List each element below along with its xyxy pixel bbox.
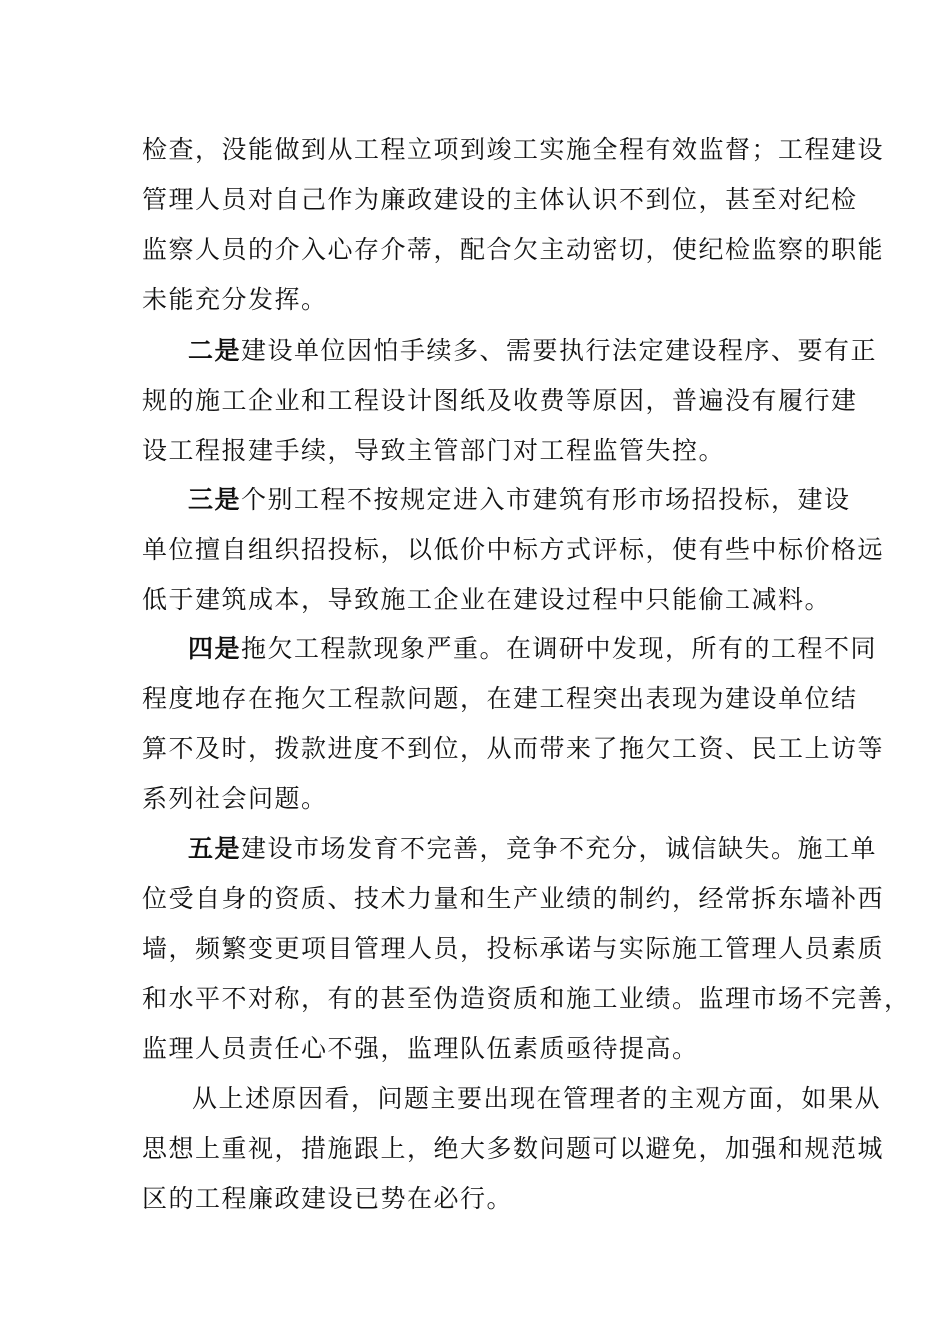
- paragraph-1-line-2: 管理人员对自己作为廉政建设的主体认识不到位，甚至对纪检: [142, 185, 858, 214]
- paragraph-1-line-1: 检查，没能做到从工程立项到竣工实施全程有效监督；工程建设: [142, 135, 885, 164]
- paragraph-4-line-1: [188, 634, 877, 664]
- paragraph-3-line-2: 单位擅自组织招投标，以低价中标方式评标，使有些中标价格远: [142, 535, 885, 564]
- paragraph-6-line-2: 思想上重视，措施跟上，绝大多数问题可以避免，加强和规范城: [142, 1134, 885, 1163]
- paragraph-5-line-3: 墙，频繁变更项目管理人员，投标承诺与实际施工管理人员素质: [142, 934, 885, 963]
- paragraph-2-lead: 二是: [188, 336, 242, 365]
- paragraph-5-lead: 五是: [188, 834, 242, 863]
- paragraph-5-line-5: 监理人员责任心不强，监理队伍素质亟待提高。: [142, 1034, 699, 1063]
- paragraph-2-line-2: 规的施工企业和工程设计图纸及收费等原因，普遍没有履行建: [142, 386, 858, 415]
- paragraph-5-line-4: 和水平不对称，有的甚至伪造资质和施工业绩。监理市场不完善，: [142, 984, 911, 1013]
- paragraph-4-lead: 四是: [188, 634, 242, 663]
- paragraph-3-line-3: 低于建筑成本，导致施工企业在建设过程中只能偷工减料。: [142, 585, 832, 614]
- paragraph-1-line-3: 监察人员的介入心存介蒂，配合欠主动密切，使纪检监察的职能: [142, 235, 885, 264]
- paragraph-2-line-1-text: 建设单位因怕手续多、需要执行法定建设程序、要有正: [241, 336, 878, 365]
- paragraph-2-line-1: [188, 336, 877, 366]
- paragraph-5-line-1: [188, 834, 877, 864]
- paragraph-6-line-3: 区的工程廉政建设已势在必行。: [142, 1184, 514, 1213]
- paragraph-3-line-1-text: 个别工程不按规定进入市建筑有形市场招投标，建设: [241, 485, 851, 514]
- paragraph-1-line-4: 未能充分发挥。: [142, 285, 328, 314]
- paragraph-2-line-3: 设工程报建手续，导致主管部门对工程监管失控。: [142, 436, 726, 465]
- paragraph-3-line-1: [188, 485, 851, 515]
- paragraph-5-line-2: 位受自身的资质、技术力量和生产业绩的制约，经常拆东墙补西: [142, 884, 885, 913]
- paragraph-4-line-2: 程度地存在拖欠工程款问题，在建工程突出表现为建设单位结: [142, 684, 858, 713]
- paragraph-5-line-1-text: 建设市场发育不完善，竞争不充分，诚信缺失。施工单: [241, 834, 878, 863]
- paragraph-6-line-1: 从上述原因看，问题主要出现在管理者的主观方面，如果从: [192, 1084, 882, 1113]
- paragraph-4-line-3: 算不及时，拨款进度不到位，从而带来了拖欠工资、民工上访等: [142, 734, 885, 763]
- paragraph-4-line-4: 系列社会问题。: [142, 784, 328, 813]
- paragraph-4-line-1-text: 拖欠工程款现象严重。在调研中发现，所有的工程不同: [241, 634, 878, 663]
- paragraph-3-lead: 三是: [188, 485, 242, 514]
